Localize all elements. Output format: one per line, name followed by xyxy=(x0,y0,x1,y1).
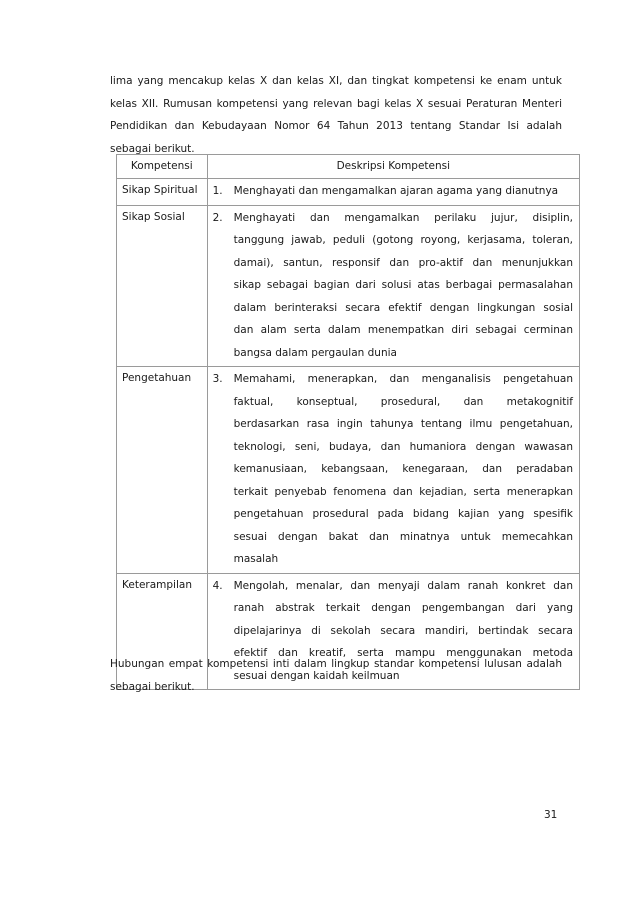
deskripsi-line: kemanusiaan, kebangsaan, kenegaraan, dan peradaban xyxy=(233,463,573,475)
deskripsi-line: terkait penyebab fenomena dan kejadian, serta menerapkan xyxy=(233,485,573,498)
table-row xyxy=(117,205,580,367)
header-kompetensi: Kompetensi xyxy=(117,155,208,179)
deskripsi-cell xyxy=(207,367,579,574)
deskripsi-cell xyxy=(207,179,579,206)
deskripsi-line: sesuai dengan kaidah keilmuan xyxy=(233,669,400,682)
intro-line: kelas XII. Rumusan kompetensi yang relevan bagi kelas X sesuai Peraturan Menteri xyxy=(110,97,562,110)
deskripsi-line: sikap sebagai bagian dari solusi atas berbagai permasalahan xyxy=(233,279,573,291)
deskripsi-line: sesuai dengan bakat dan minatnya untuk memecahkan xyxy=(233,530,573,543)
deskripsi-line: berdasarkan rasa ingin tahunya tentang ilmu pengetahuan, xyxy=(233,418,573,430)
deskripsi-line: efektif dan kreatif, serta mampu menggunakan metoda xyxy=(233,647,573,659)
deskripsi-line: damai), santun, responsif dan pro-aktif dan menunjukkan xyxy=(233,256,573,269)
closing-paragraph xyxy=(110,653,562,698)
page-number: 31 xyxy=(544,809,558,821)
deskripsi-line: ranah abstrak terkait dengan pengembangan dari yang xyxy=(233,602,573,614)
kompetensi-cell: Sikap Spiritual xyxy=(117,179,208,206)
deskripsi-line: masalah xyxy=(233,553,279,565)
deskripsi-line: pengetahuan prosedural pada bidang kajian yang spesifik xyxy=(233,508,573,520)
deskripsi-line: dipelajarinya di sekolah secara mandiri, bertindak secara xyxy=(233,624,573,637)
table-row xyxy=(117,367,580,574)
deskripsi-cell xyxy=(207,205,579,367)
deskripsi-line: tanggung jawab, peduli (gotong royong, kerjasama, toleran, xyxy=(233,234,573,246)
kompetensi-cell: Keterampilan xyxy=(117,573,208,690)
deskripsi-line: Menghayati dan mengamalkan ajaran agama yang dianutnya xyxy=(233,185,559,197)
table-header-row xyxy=(117,155,580,179)
header-deskripsi: Deskripsi Kompetensi xyxy=(207,155,579,179)
item-number: 4. xyxy=(212,579,223,592)
kompetensi-cell: Sikap Sosial xyxy=(117,205,208,367)
closing-line: Hubungan empat kompetensi inti dalam lingkup standar kompetensi lulusan adalah xyxy=(110,658,562,670)
deskripsi-line: teknologi, seni, budaya, dan humaniora dengan wawasan xyxy=(233,440,573,453)
closing-line: sebagai berikut. xyxy=(110,680,195,693)
deskripsi-line: dalam berinteraksi secara efektif dengan lingkungan sosial xyxy=(233,301,573,314)
item-number: 1. xyxy=(212,185,223,197)
deskripsi-line: dan alam serta dalam menempatkan diri sebagai cerminan xyxy=(233,324,573,336)
deskripsi-line: bangsa dalam pergaulan dunia xyxy=(233,346,397,359)
table-row xyxy=(117,179,580,206)
kompetensi-cell: Pengetahuan xyxy=(117,367,208,574)
intro-line: lima yang mencakup kelas X dan kelas XI, dan tingkat kompetensi ke enam untuk xyxy=(110,75,562,87)
intro-line: Pendidikan dan Kebudayaan Nomor 64 Tahun 2013 tentang Standar Isi adalah xyxy=(110,120,562,132)
deskripsi-line: Mengolah, menalar, dan menyaji dalam ranah konkret dan xyxy=(233,579,573,592)
intro-paragraph xyxy=(110,70,562,160)
kompetensi-table xyxy=(116,154,580,690)
deskripsi-line: faktual, konseptual, prosedural, dan metakognitif xyxy=(233,395,573,408)
intro-line: sebagai berikut. xyxy=(110,142,195,155)
deskripsi-line: Memahami, menerapkan, dan menganalisis pengetahuan xyxy=(233,373,573,385)
item-number: 2. xyxy=(212,211,223,224)
item-number: 3. xyxy=(212,373,223,385)
deskripsi-line: Menghayati dan mengamalkan perilaku jujur, disiplin, xyxy=(233,211,573,224)
